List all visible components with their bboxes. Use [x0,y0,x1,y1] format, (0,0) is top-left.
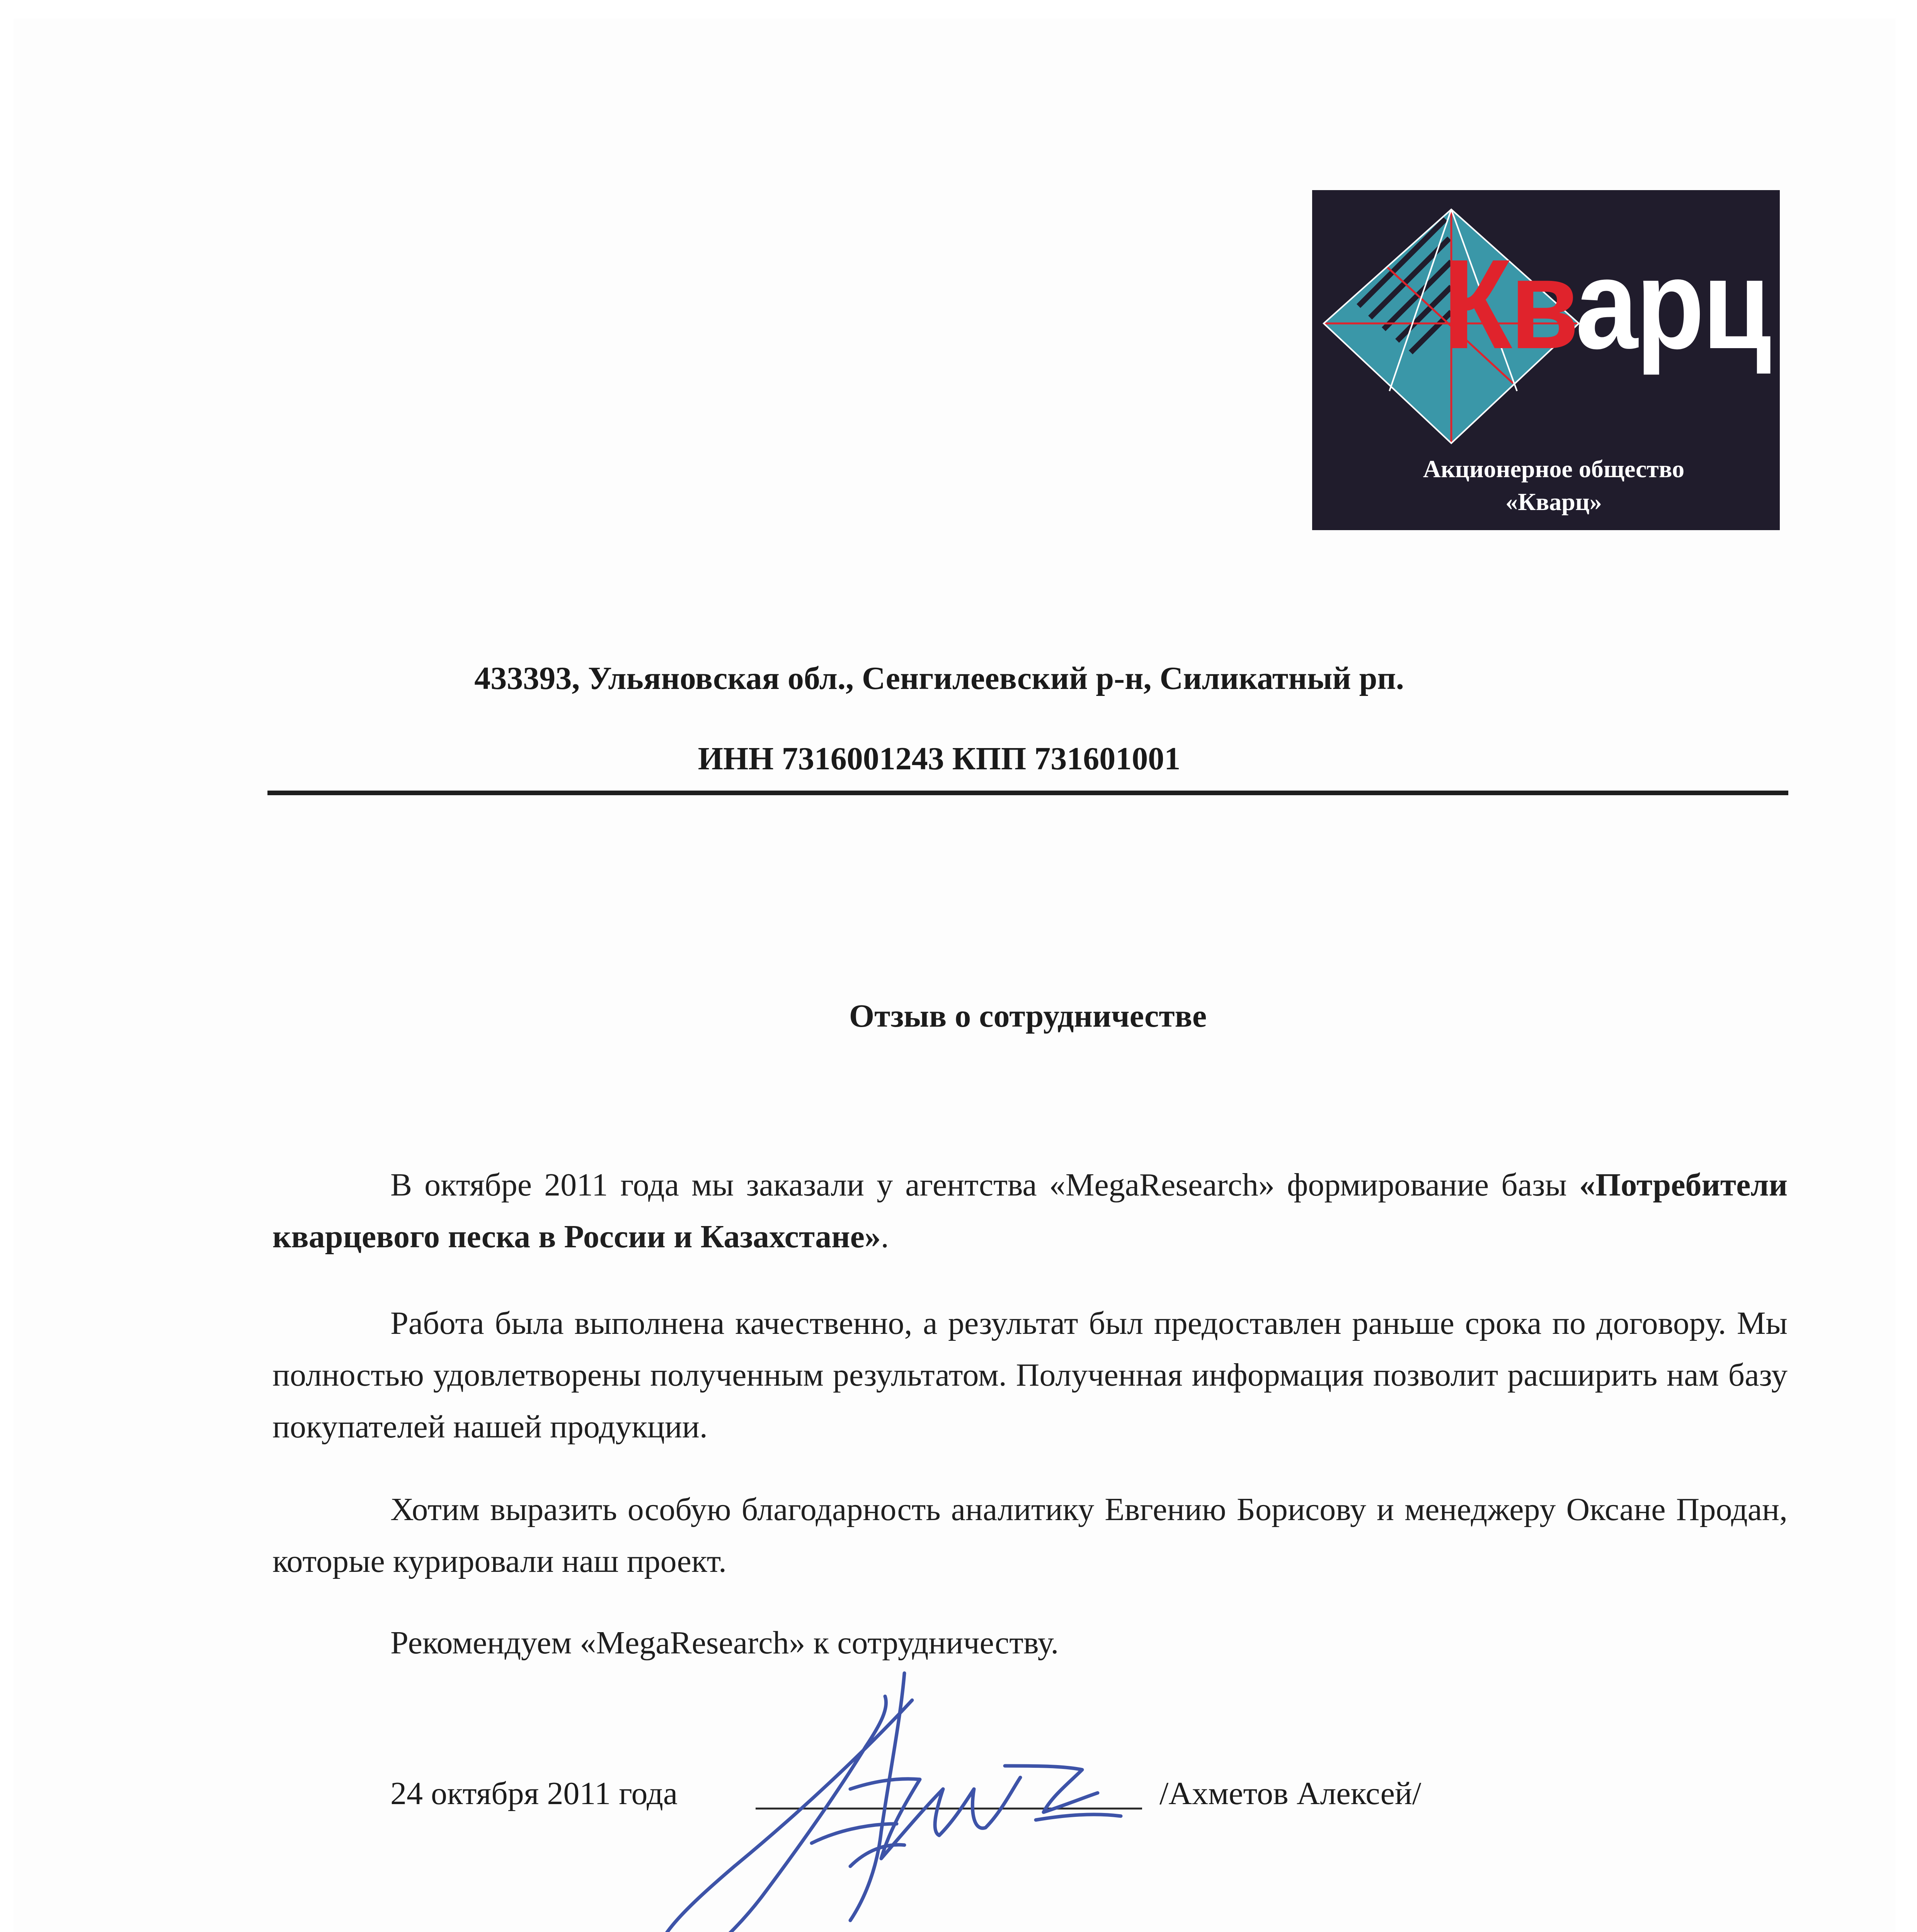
paragraph-1-text: В октябре 2011 года мы заказали у агентства «MegaResearch» формирование базы [390,1167,1579,1203]
header-divider [267,791,1788,795]
company-address: 433393, Ульяновская обл., Сенгилеевский р-н, Силикатный рп. [474,660,1404,696]
logo-caption-line1: Акционерное общество [1423,455,1685,483]
signatory-name: /Ахметов Алексей/ [1159,1776,1422,1811]
logo-caption-line2: «Кварц» [1505,488,1602,515]
brand-wordmark-red: Кв [1444,233,1576,375]
brand-wordmark [1444,233,1769,375]
paragraph-1-end: . [880,1219,889,1255]
paragraph-1 [272,1159,1788,1263]
handwritten-signature [634,1650,1175,1932]
brand-wordmark-white: арц [1575,233,1769,375]
database-name: «Потребители кварцевого песка в России и Казахстане» [272,1167,1788,1255]
letter-title: Отзыв о сотрудничестве [849,998,1207,1034]
signature-date: 24 октября 2011 года [390,1776,678,1811]
paragraph-4: Рекомендуем «MegaResearch» к сотрудничеству. [390,1625,1059,1661]
company-logo [1312,190,1780,530]
paragraph-2: Работа была выполнена качественно, а результат был предоставлен раньше срока по договору. Мы полностью удовлетворены полученным результатом. Полученная информация позволит расширить нам базу покупателей нашей продукции. [272,1305,1788,1445]
company-tax-ids: ИНН 7316001243 КПП 731601001 [698,741,1181,777]
paragraph-3: Хотим выразить особую благодарность аналитику Евгению Борисову и менеджеру Оксане Продан, которые курировали наш проект. [272,1492,1788,1579]
